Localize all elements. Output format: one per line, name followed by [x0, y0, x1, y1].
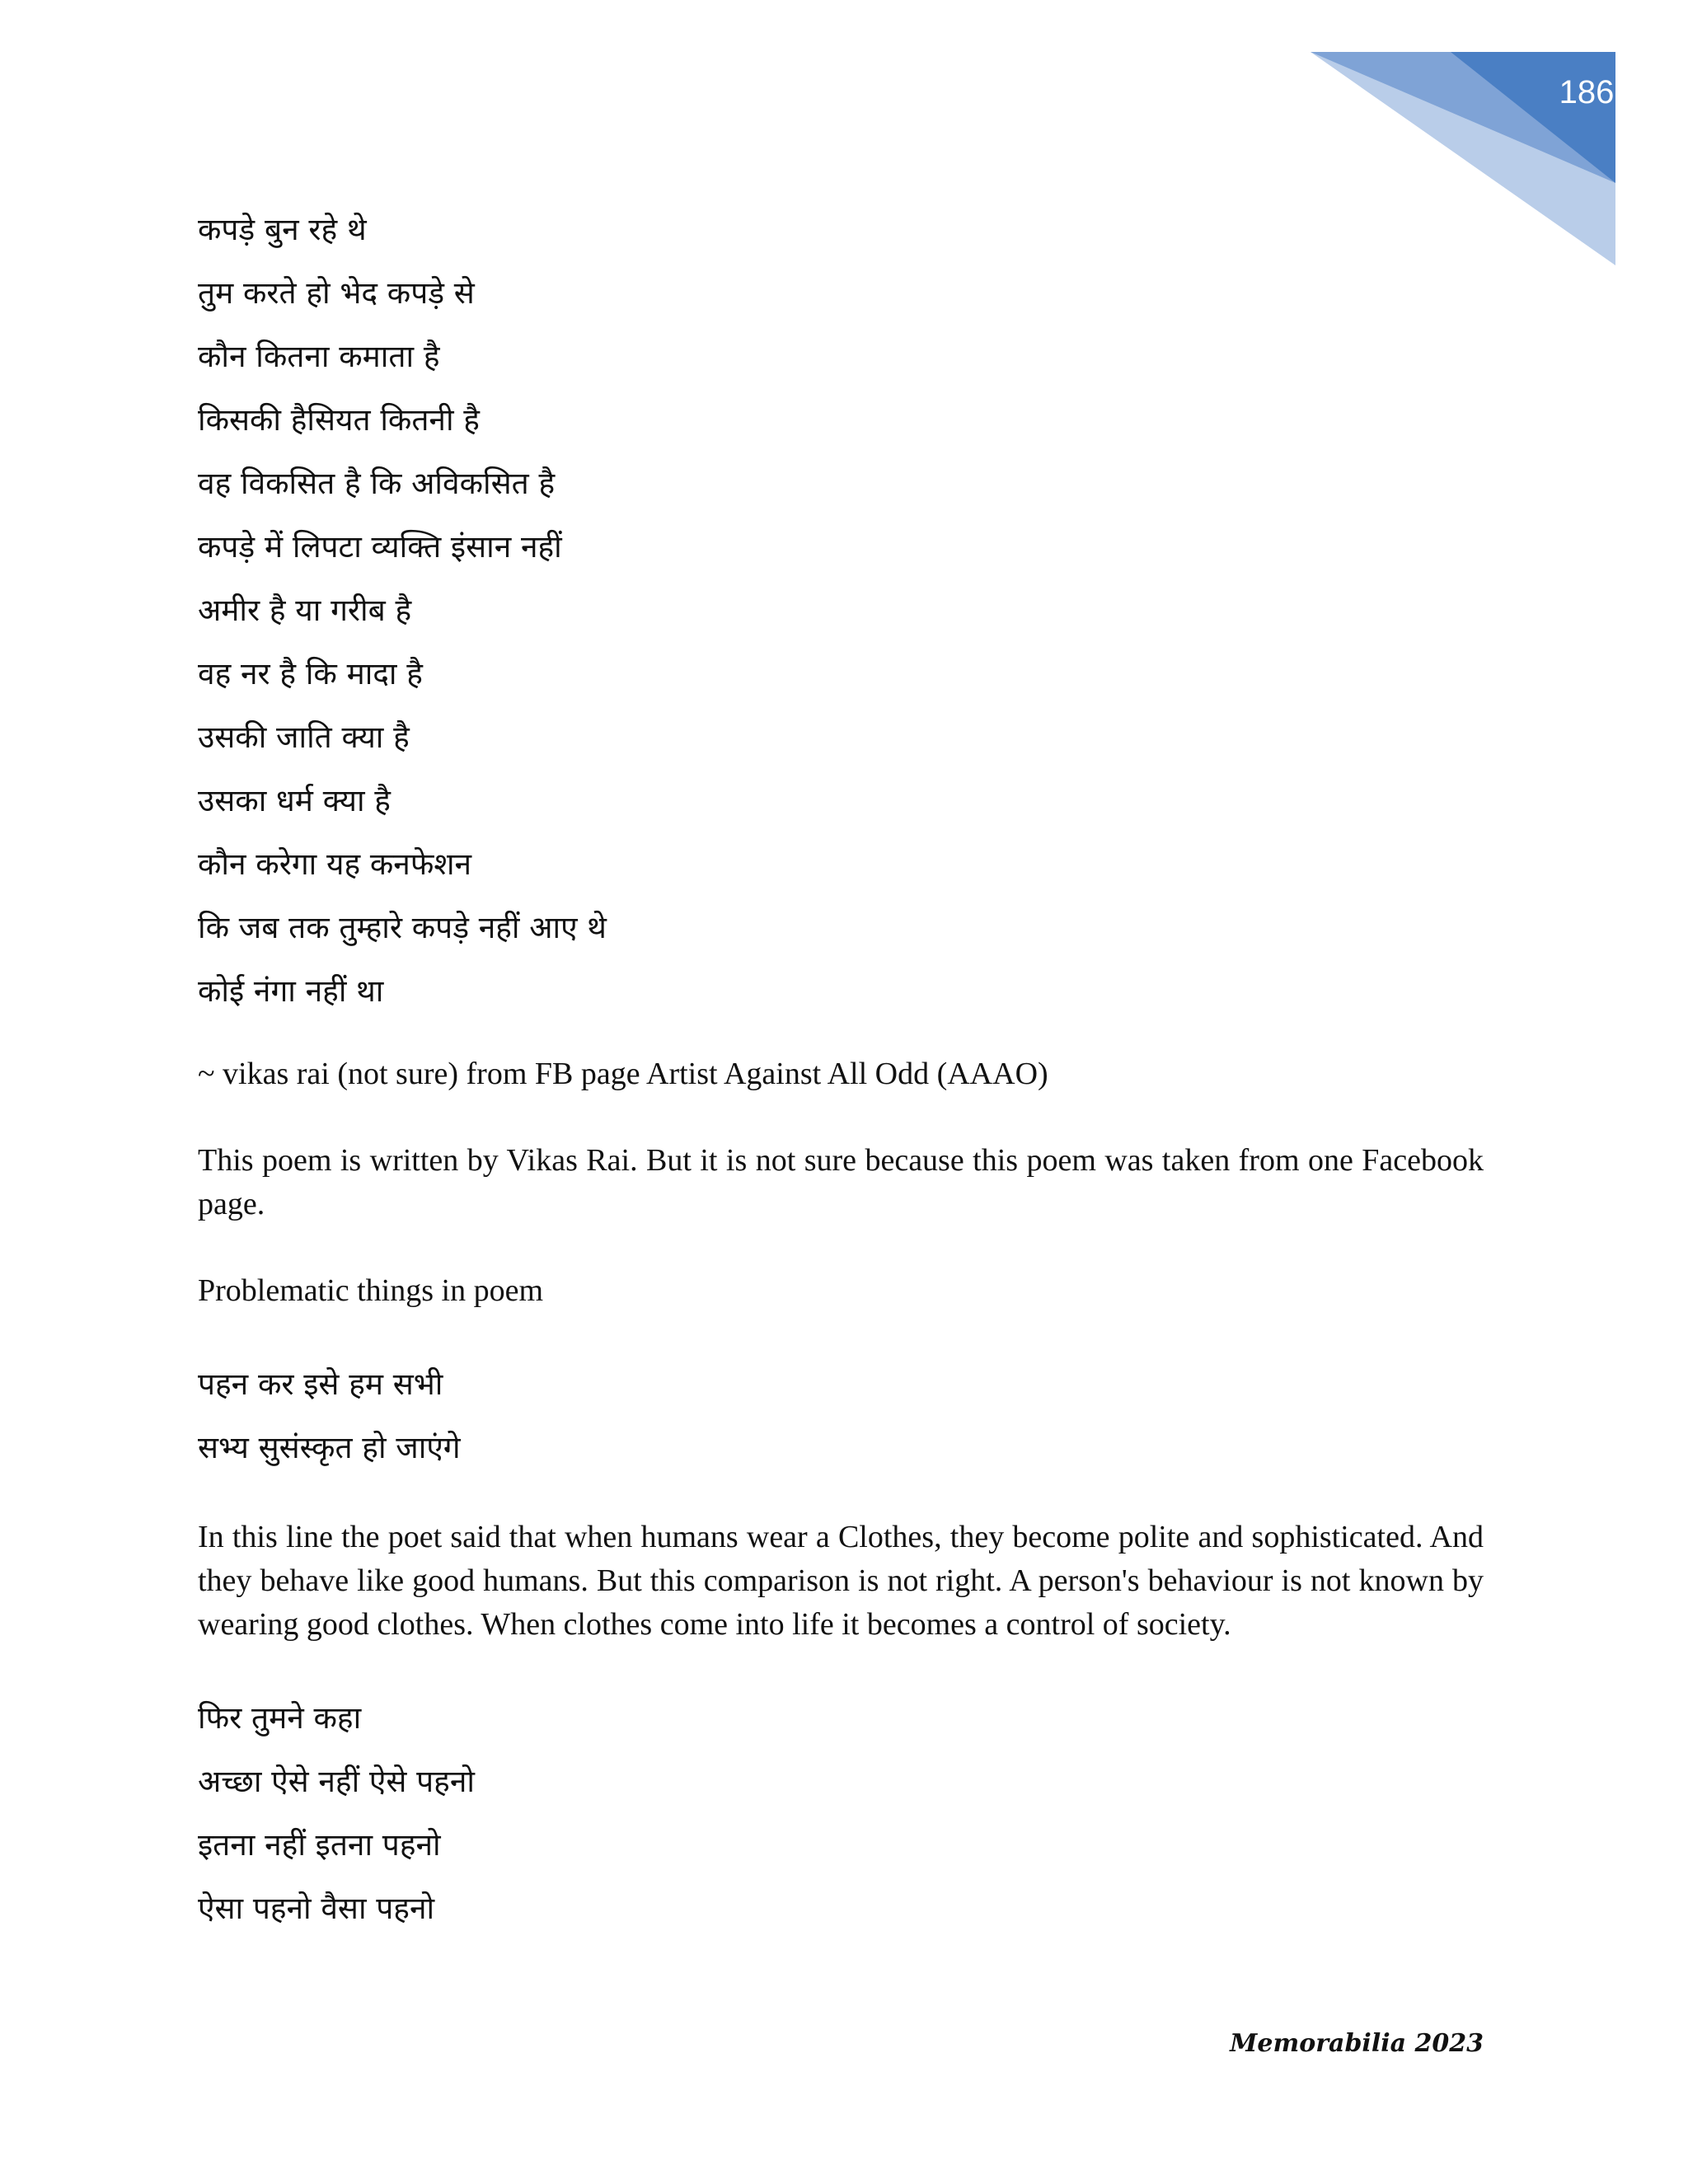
footer-title: Memorabilia 2023 — [1230, 2029, 1484, 2058]
poem-line: कपड़े में लिपटा व्यक्ति इंसान नहीं — [198, 529, 562, 565]
poem-line: अच्छा ऐसे नहीं ऐसे पहनो — [198, 1764, 475, 1799]
poem-line: वह नर है कि मादा है — [198, 656, 423, 691]
poem-line: कि जब तक तुम्हारे कपड़े नहीं आए थे — [198, 910, 607, 945]
poem-line: इतना नहीं इतना पहनो — [198, 1827, 441, 1863]
poem-line: पहन कर इसे हम सभी — [198, 1366, 443, 1402]
poem-part-3 — [198, 1686, 1484, 1940]
poem-line: फिर तुमने कहा — [198, 1700, 362, 1736]
poem-line: कौन करेगा यह कनफेशन — [198, 846, 472, 882]
analysis-paragraph: In this line the poet said that when humans wear a Clothes, they become polite and sophisticated. And they behave like good humans. But this comparison is not right. A person's behaviour is not known by wearing good clothes. When clothes come into life it becomes a control of society. — [198, 1520, 1484, 1642]
poem-line: कपड़े बुन रहे थे — [198, 212, 367, 247]
page-number: 186 — [1559, 74, 1615, 110]
poem-line: ऐसा पहनो वैसा पहनो — [198, 1891, 435, 1926]
author-note: This poem is written by Vikas Rai. But it is not sure because this poem was taken from one Facebook page. — [198, 1143, 1484, 1221]
poem-line: अमीर है या गरीब है — [198, 593, 412, 628]
poem-line: किसकी हैसियत कितनी है — [198, 402, 480, 438]
poem-part-1 — [198, 198, 1484, 1023]
poem-line: कोई नंगा नहीं था — [198, 973, 384, 1009]
poem-credit: ~ vikas rai (not sure) from FB page Artist Against All Odd (AAAO) — [198, 1057, 1048, 1091]
poem-line: तुम करते हो भेद कपड़े से — [198, 275, 475, 311]
poem-line: उसकी जाति क्या है — [198, 719, 410, 755]
poem-part-2 — [198, 1352, 1484, 1479]
page-content — [198, 198, 1484, 1940]
poem-line: उसका धर्म क्या है — [198, 783, 391, 818]
problem-heading: Problematic things in poem — [198, 1273, 544, 1308]
poem-line: सभ्य सुसंस्कृत हो जाएंगे — [198, 1430, 461, 1465]
poem-line: कौन कितना कमाता है — [198, 339, 440, 374]
poem-line: वह विकसित है कि अविकसित है — [198, 466, 556, 501]
